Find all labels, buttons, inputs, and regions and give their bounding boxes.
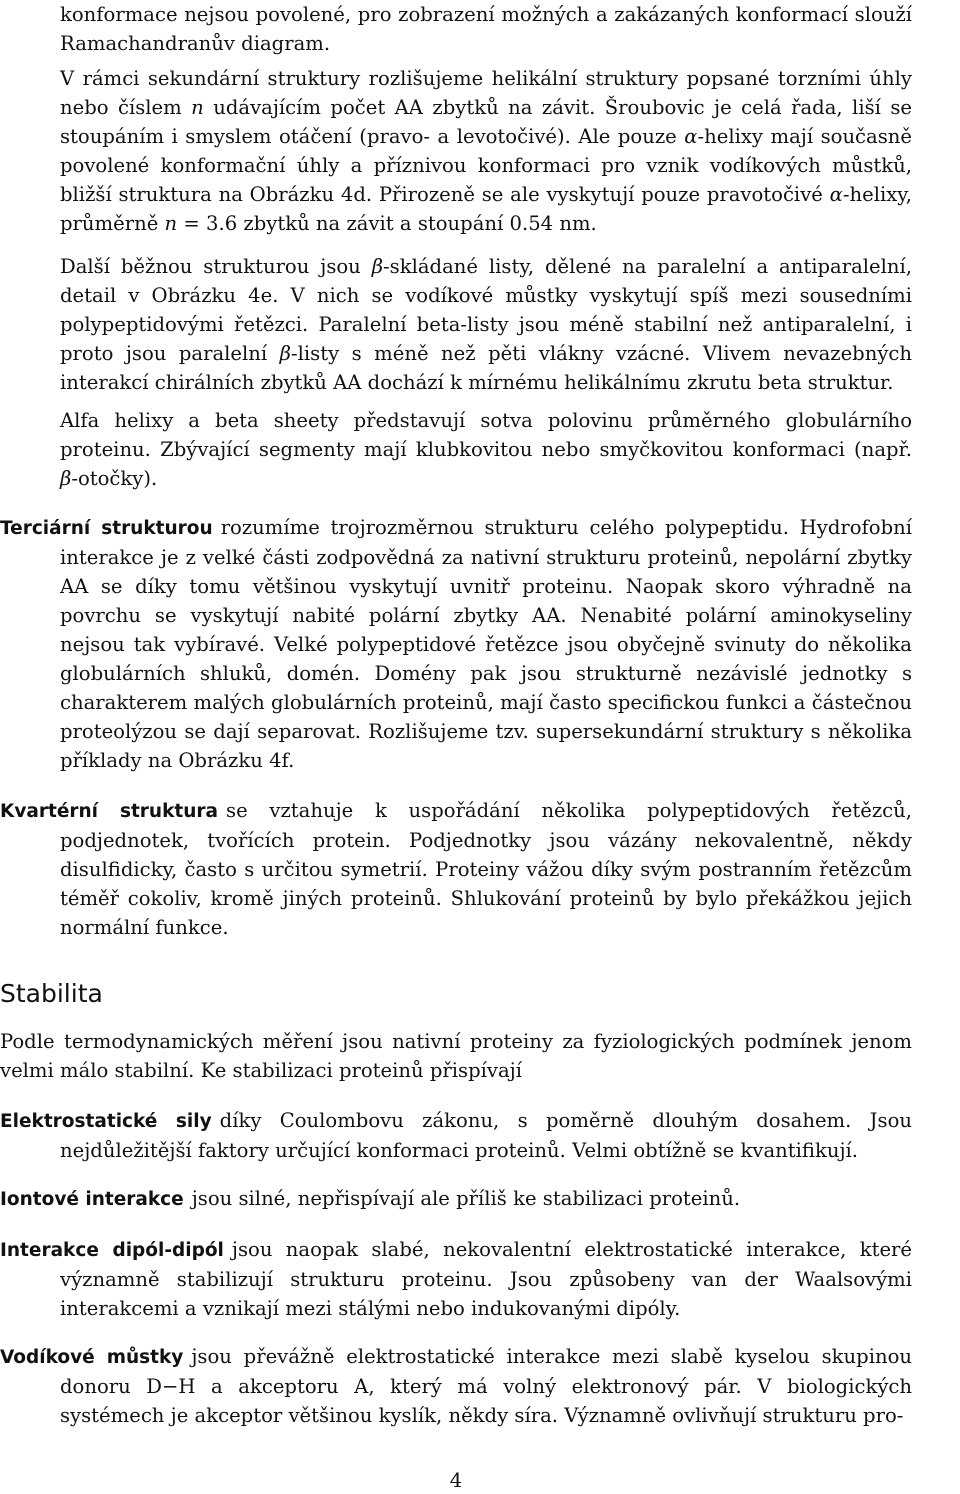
math-beta: β xyxy=(60,467,72,490)
math-beta: β xyxy=(371,255,384,278)
definition-text: jsou převážně elektrostatické interakce mezi slabě kyselou skupinou donoru D−H a akceptoru A, který má volný elektronový pár. V biologických systémech je akceptor většinou kyslík, někdy síra. Významně ovlivňují strukturu pro- xyxy=(60,1345,912,1427)
definition-text: jsou silné, nepřispívají ale příliš ke stabilizaci proteinů. xyxy=(191,1187,741,1210)
math-alpha: α xyxy=(684,125,698,148)
definition-term: Kvartérní struktura xyxy=(0,801,219,822)
definition-electrostatic-forces xyxy=(0,1106,912,1165)
section-heading-stability: Stabilita xyxy=(0,979,103,1008)
math-alpha: α xyxy=(829,183,843,206)
text-run: Alfa helixy a beta sheety představují sotva polovinu průměrného globulárního proteinu. Zbývající segmenty mají klubkovitou nebo smyčkovitou konformaci (např. xyxy=(60,409,912,461)
text-run: -otočky). xyxy=(71,467,158,490)
paragraph-text: konformace nejsou povolené, pro zobrazení možných a zakázaných konformací slouží Ramachandranův diagram. xyxy=(60,3,912,55)
definition-ionic-interactions xyxy=(0,1184,912,1214)
definition-term: Terciární strukturou xyxy=(0,518,213,539)
definition-quaternary-structure xyxy=(0,796,912,942)
math-beta: β xyxy=(279,342,291,365)
paragraph-ramachandran xyxy=(60,0,912,58)
definition-tertiary-structure xyxy=(0,513,912,775)
text-run: = 3.6 zbytků na závit a stoupání 0.54 nm. xyxy=(177,212,597,235)
definition-term: Iontové interakce xyxy=(0,1189,184,1210)
definition-text: rozumíme trojrozměrnou strukturu celého polypeptidu. Hydrofobní interakce je z velké části zodpovědná za nativní strukturu proteinů, nepolární zbytky AA se díky tomu většinou vyskytují uvnitř proteinu. Naopak skoro výhradně na povrchu se vyskytují nabité polární zbytky AA. Nenabité polární aminokyseliny nejsou tak vybíravé. Velké polypeptidové řetězce jsou obyčejně svinuty do několika globulárních shluků, domén. Domény pak jsou strukturně nezávislé jednotky s charakterem malých globulárních proteinů, mají často specifickou funkci a částečnou proteolýzou se dají separovat. Rozlišujeme tzv. supersekundární struktury s několika příklady na Obrázku 4f. xyxy=(60,516,913,772)
text-run: -skládané listy, dělené na paralelní a antiparalelní, detail v Obrázku 4e. V nich se vodíkové můstky vyskytují spíš mezi sousedními polypeptidovými řetězci. Paralelní beta-listy jsou méně stabilní než antiparalelní, i proto jsou paralelní xyxy=(60,255,913,365)
paragraph-text: Podle termodynamických měření jsou nativní proteiny za fyziologických podmínek jenom velmi málo stabilní. Ke stabilizaci proteinů přispívají xyxy=(0,1030,912,1082)
definition-text: díky Coulombovu zákonu, s poměrně dlouhým dosahem. Jsou nejdůležitější faktory určující konformaci proteinů. Velmi obtížně se kvantifikují. xyxy=(60,1109,913,1162)
page-number: 4 xyxy=(449,1469,463,1492)
text-run: Další běžnou strukturou jsou xyxy=(60,255,372,278)
paragraph-stability-intro xyxy=(0,1027,912,1085)
text-run: V rámci sekundární struktury rozlišujeme helikální struktury popsané torzními úhly nebo číslem xyxy=(60,67,912,119)
definition-dipole-dipole xyxy=(0,1235,912,1323)
definition-term: Vodíkové můstky xyxy=(0,1347,184,1368)
text-run: -listy s méně než pěti vlákny vzácné. Vlivem nevazebných interakcí chirálních zbytků AA dochází k mírnému helikálnímu zkrutu beta struktur. xyxy=(60,342,912,394)
definition-hydrogen-bonds xyxy=(0,1342,912,1430)
text-run: -helixy mají současně povolené konformační úhly a příznivou konformaci pro vznik vodíkových můstků, bližší struktura na Obrázku 4d. Přirozeně se ale vyskytují pouze pravotočivé xyxy=(60,125,912,206)
text-run: -helixy, průměrně xyxy=(60,183,912,235)
definition-term: Elektrostatické sily xyxy=(0,1111,212,1132)
paragraph-helical-structures xyxy=(60,64,912,238)
definition-term: Interakce dipól-dipól xyxy=(0,1240,224,1261)
definition-text: se vztahuje k uspořádání několika polypeptidových řetězců, podjednotek, tvořících protein. Podjednotky jsou vázány nekovalentně, někdy disulfidicky, často s určitou symetrií. Proteiny vážou díky svým postranním řetězcům téměř cokoliv, kromě jiných proteinů. Shlukování proteinů by bylo překážkou jejich normální funkce. xyxy=(60,799,912,939)
paragraph-beta-sheets xyxy=(60,252,912,397)
text-run: udávajícím počet AA zbytků na závit. Šroubovic je celá řada, liší se stoupáním i smyslem otáčení (pravo- a levotočivé). Ale pouze xyxy=(60,96,912,148)
math-n: n xyxy=(164,212,178,235)
paragraph-helix-sheet-share xyxy=(60,406,912,493)
definition-text: jsou naopak slabé, nekovalentní elektrostatické interakce, které významně stabilizují strukturu proteinu. Jsou způsobeny van der Waalsovými interakcemi a vznikají mezi stálými nebo indukovanými dipóly. xyxy=(60,1238,913,1320)
math-n: n xyxy=(191,96,204,119)
